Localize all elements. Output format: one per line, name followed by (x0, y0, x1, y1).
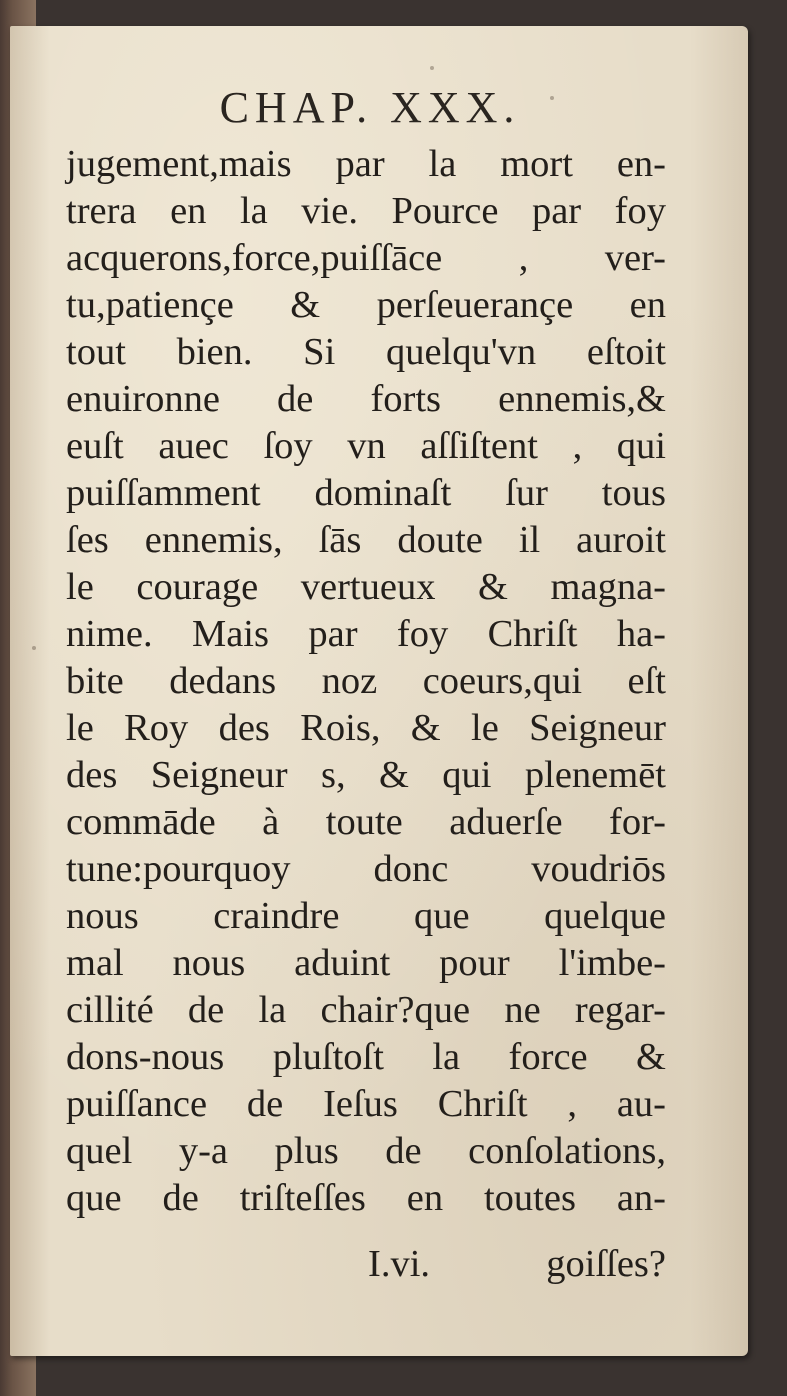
text-line: le courage vertueux & magna- (66, 566, 666, 608)
text-line: tu,patiençe & perſeuerançe en (66, 284, 666, 326)
text-line: commāde à toute aduerſe for- (66, 801, 666, 843)
text-line: dons-nous pluſtoſt la force & (66, 1036, 666, 1078)
text-line: mal nous aduint pour l'imbe- (66, 942, 666, 984)
paper-speck (32, 646, 36, 650)
text-line: des Seigneur s, & qui plenemēt (66, 754, 666, 796)
paper-speck (430, 66, 434, 70)
text-line: tune:pourquoy donc voudriōs (66, 848, 666, 890)
text-line: bite dedans noz coeurs,qui eſt (66, 660, 666, 702)
text-line: euſt auec ſoy vn aſſiſtent , qui (66, 425, 666, 467)
text-line: cillité de la chair?que ne regar- (66, 989, 666, 1031)
text-line: que de triſteſſes en toutes an- (66, 1177, 666, 1219)
text-line: quel y-a plus de conſolations, (66, 1130, 666, 1172)
text-line: enuironne de forts ennemis,& (66, 378, 666, 420)
text-line: puiſſamment dominaſt ſur tous (66, 472, 666, 514)
catchword: goiſſes? (546, 1243, 666, 1285)
page-footer (66, 1240, 666, 1288)
body-text (66, 141, 666, 1222)
running-head: CHAP. XXX. (219, 83, 521, 132)
text-line: trera en la vie. Pource par foy (66, 190, 666, 232)
text-line: acquerons,force,puiſſāce , ver- (66, 237, 666, 279)
signature-mark: I.vi. (368, 1243, 431, 1285)
text-line: puiſſance de Ieſus Chriſt , au- (66, 1083, 666, 1125)
text-line: ſes ennemis, ſās doute il auroit (66, 519, 666, 561)
text-line: jugement,mais par la mort en- (66, 143, 666, 185)
text-line: tout bien. Si quelqu'vn eſtoit (66, 331, 666, 373)
text-line: nime. Mais par foy Chriſt ha- (66, 613, 666, 655)
text-line: nous craindre que quelque (66, 895, 666, 937)
text-line: le Roy des Rois, & le Seigneur (66, 707, 666, 749)
